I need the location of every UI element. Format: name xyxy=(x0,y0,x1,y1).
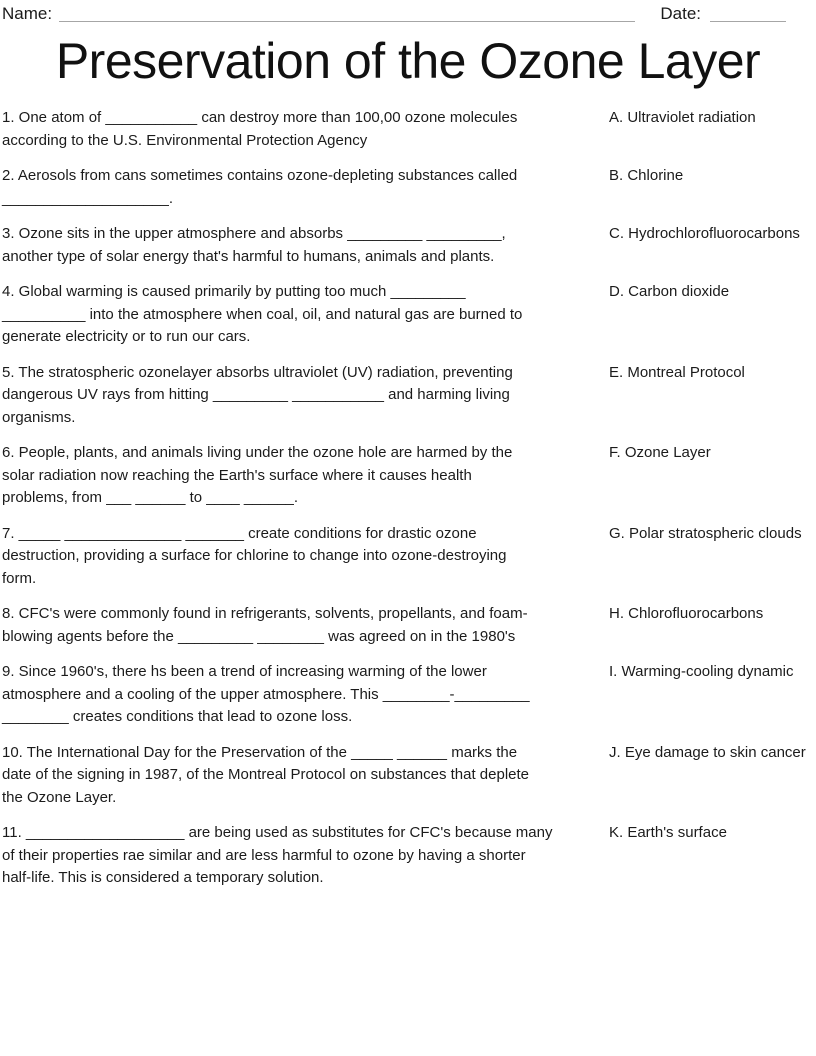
question-text xyxy=(2,165,590,210)
answer-option: K. Earth's surface xyxy=(609,824,727,841)
question-line: 7. _____ ______________ _______ create conditions for drastic ozone xyxy=(2,524,477,542)
worksheet-row xyxy=(2,107,816,152)
date-blank-line xyxy=(710,7,786,22)
question-text xyxy=(2,107,590,152)
worksheet-row xyxy=(2,822,816,890)
question-line: half-life. This is considered a temporary solution. xyxy=(2,869,324,886)
question-line: dangerous UV rays from hitting _________ ___________ and harming living xyxy=(2,386,510,403)
answer-option: G. Polar stratospheric clouds xyxy=(609,524,802,542)
question-line: 5. The stratospheric ozonelayer absorbs ultraviolet (UV) radiation, preventing xyxy=(2,363,513,381)
question-line: date of the signing in 1987, of the Montreal Protocol on substances that deplete xyxy=(2,766,530,783)
answer-option: D. Carbon dioxide xyxy=(609,283,730,300)
question-line: 4. Global warming is caused primarily by putting too much _________ xyxy=(2,283,466,300)
question-text xyxy=(2,661,590,729)
answer-option: H. Chlorofluorocarbons xyxy=(609,605,764,622)
worksheet-title: Preservation of the Ozone Layer xyxy=(55,33,761,89)
question-line: 3. Ozone sits in the upper atmosphere and absorbs _________ _________, xyxy=(2,225,506,242)
question-text xyxy=(2,822,590,890)
question-line: of their properties rae similar and are less harmful to ozone by having a shorter xyxy=(2,846,526,864)
question-line: 1. One atom of ___________ can destroy more than 100,00 ozone molecules xyxy=(2,109,518,126)
question-line: __________ into the atmosphere when coal, oil, and natural gas are burned to xyxy=(2,305,523,323)
question-line: destruction, providing a surface for chlorine to change into ozone-destroying xyxy=(2,547,507,564)
question-text xyxy=(2,281,590,349)
answer-option: J. Eye damage to skin cancer xyxy=(609,743,806,761)
worksheet-row xyxy=(2,442,816,510)
question-line: ________ creates conditions that lead to ozone loss. xyxy=(2,708,353,725)
name-label: Name: xyxy=(2,4,53,23)
question-line: generate electricity or to run our cars. xyxy=(2,328,251,345)
question-line: 2. Aerosols from cans sometimes contains ozone-depleting substances called xyxy=(2,167,518,184)
question-line: form. xyxy=(2,569,37,587)
question-line: blowing agents before the _________ ________ was agreed on in the 1980's xyxy=(2,627,516,645)
worksheet-content xyxy=(0,107,816,890)
question-line: problems, from ___ ______ to ____ ______. xyxy=(2,489,299,506)
question-text xyxy=(2,523,590,591)
question-line: organisms. xyxy=(2,408,76,426)
question-line: 10. The International Day for the Preservation of the _____ ______ marks the xyxy=(2,743,518,761)
worksheet-row xyxy=(2,742,816,810)
answer-option: I. Warming-cooling dynamic xyxy=(609,663,794,680)
question-text xyxy=(2,442,590,510)
question-text xyxy=(2,362,590,430)
question-line: atmosphere and a cooling of the upper atmosphere. This ________-_________ xyxy=(2,685,530,703)
name-blank-line xyxy=(59,7,635,22)
question-text xyxy=(2,603,590,648)
worksheet-row xyxy=(2,603,816,648)
answer-option: B. Chlorine xyxy=(609,167,684,184)
question-line: another type of solar energy that's harmful to humans, animals and plants. xyxy=(2,247,495,265)
worksheet-row xyxy=(2,362,816,430)
question-line: the Ozone Layer. xyxy=(2,788,117,806)
question-line: 11. ___________________ are being used as substitutes for CFC's because many xyxy=(2,824,553,841)
date-label: Date: xyxy=(660,4,701,23)
question-line: ____________________. xyxy=(2,189,174,207)
worksheet-row xyxy=(2,223,816,268)
page-header xyxy=(0,0,816,24)
answer-option: F. Ozone Layer xyxy=(609,444,711,461)
answer-option: C. Hydrochlorofluorocarbons xyxy=(609,225,800,242)
worksheet-row xyxy=(2,281,816,349)
worksheet-row xyxy=(2,523,816,591)
answer-option: E. Montreal Protocol xyxy=(609,363,745,381)
worksheet-row xyxy=(2,661,816,729)
question-line: solar radiation now reaching the Earth's surface where it causes health xyxy=(2,466,472,484)
question-text xyxy=(2,742,590,810)
answer-option: A. Ultraviolet radiation xyxy=(609,109,756,126)
worksheet-row xyxy=(2,165,816,210)
question-line: 9. Since 1960's, there hs been a trend of increasing warming of the lower xyxy=(2,663,487,680)
question-line: according to the U.S. Environmental Protection Agency xyxy=(2,131,368,149)
question-line: 8. CFC's were commonly found in refrigerants, solvents, propellants, and foam- xyxy=(2,605,528,622)
question-line: 6. People, plants, and animals living under the ozone hole are harmed by the xyxy=(2,444,513,461)
question-text xyxy=(2,223,590,268)
